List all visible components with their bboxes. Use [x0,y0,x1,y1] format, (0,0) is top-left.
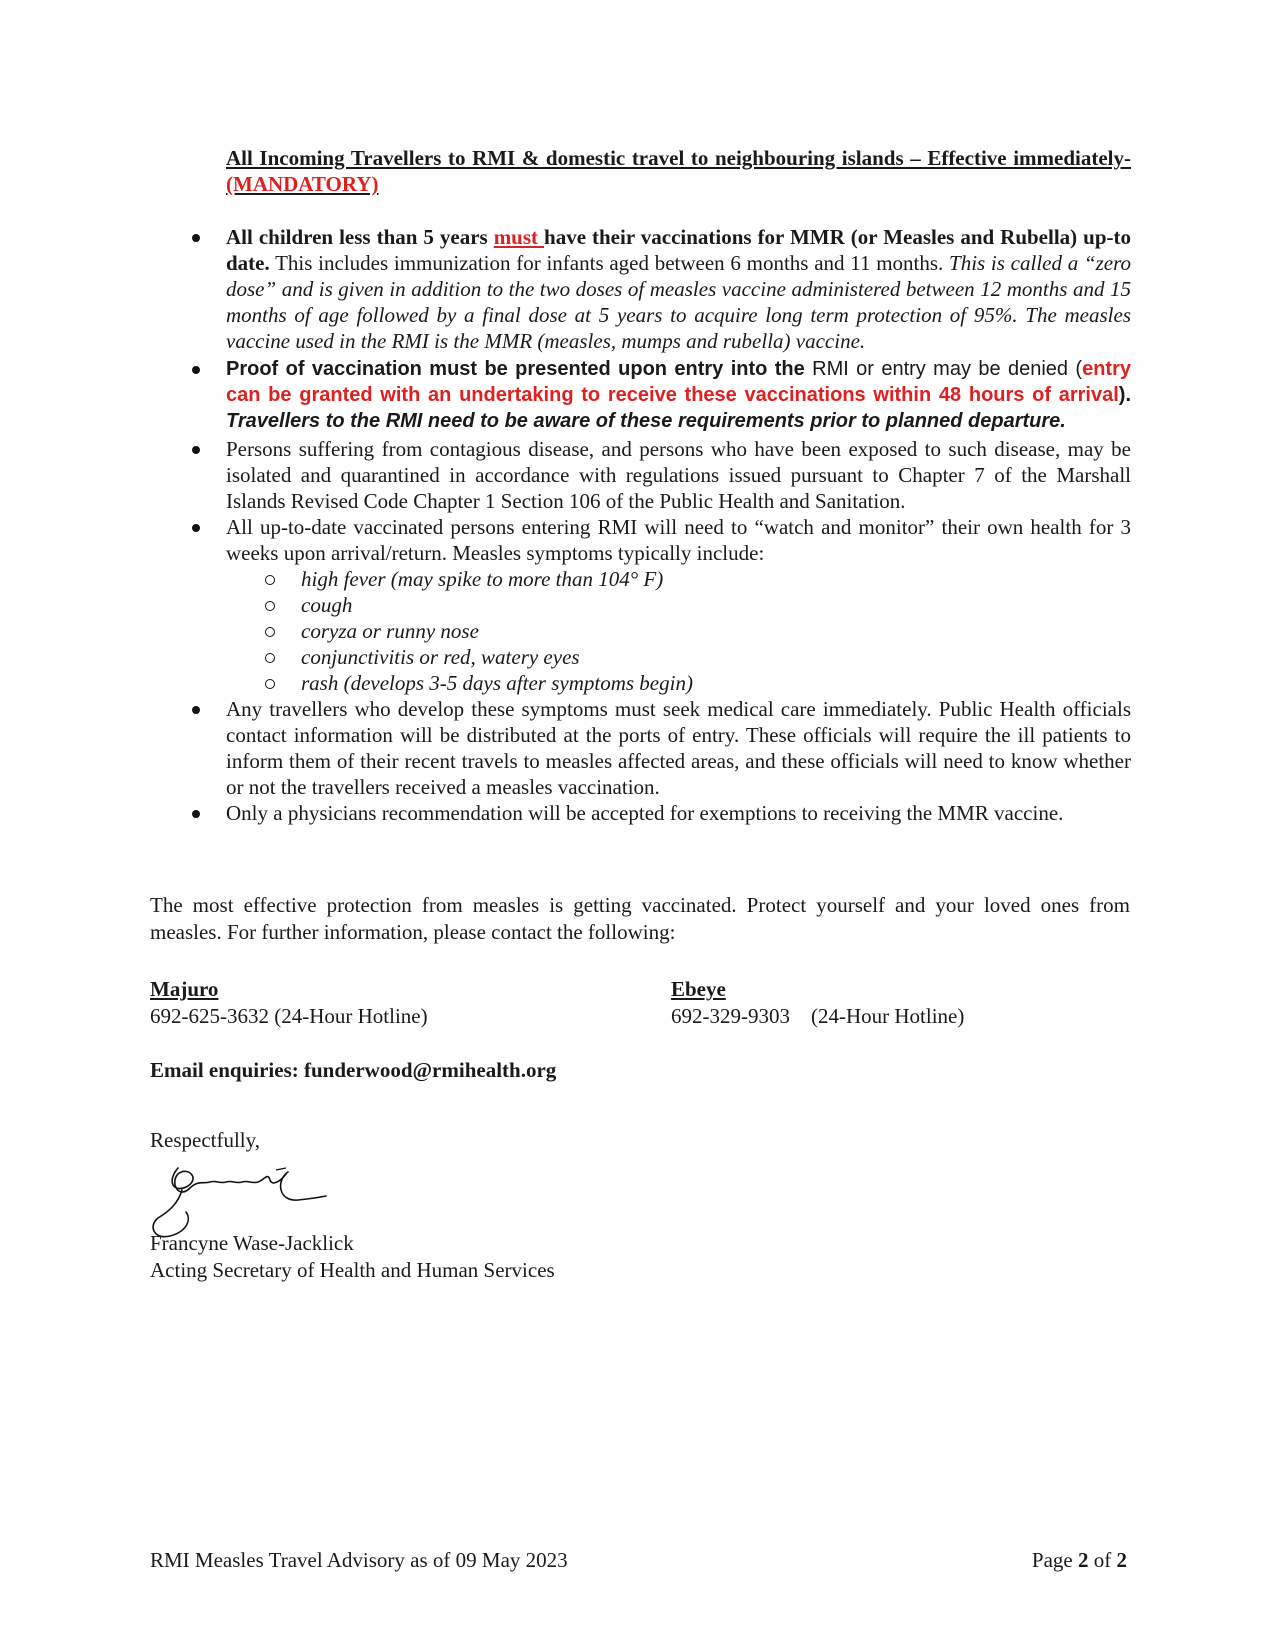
list-item-children [226,224,1131,354]
page-mid: of [1088,1548,1117,1572]
proof-italic: Travellers to the RMI need to be aware of these requirements prior to planned departure. [226,410,1066,432]
signature-image [148,1160,338,1240]
email-enquiries: Email enquiries: funderwood@rmihealth.org [150,1058,557,1082]
mandatory-label: (MANDATORY) [226,172,379,196]
monitor-text: All up-to-date vaccinated persons entering RMI will need to “watch and monitor” their own health for 3 weeks upon arrival/return. Measles symptoms typically include: [226,515,1131,565]
contact-ebeye-name: Ebeye [671,977,726,1001]
list-item-proof [226,356,1131,434]
symptom-item: coryza or runny nose [226,618,1131,644]
contact-majuro-phone: 692-625-3632 (24-Hour Hotline) [150,1004,428,1028]
symptom-item: high fever (may spike to more than 104° F) [226,566,1131,592]
symptom-item: cough [226,592,1131,618]
proof-close: ). [1118,384,1131,406]
list-item-medical: Any travellers who develop these symptoms must seek medical care immediately. Public Health officials contact information will be distributed at the ports of entry. These officials will require the ill patients to inform them of their recent travels to measles affected areas, and these officials will need to know whether or not the travellers received a measles vaccination. [226,697,1131,799]
children-bold-1: All children less than 5 years [226,225,494,249]
list-item-exemption: Only a physicians recommendation will be accepted for exemptions to receiving the MMR vaccine. [226,800,1131,826]
contact-majuro-name: Majuro [150,977,219,1001]
symptom-item: rash (develops 3-5 days after symptoms begin) [226,670,1131,696]
signer-title: Acting Secretary of Health and Human Services [150,1258,555,1282]
signer-block [150,1230,555,1284]
contact-ebeye [671,976,964,1030]
footer-advisory-date: RMI Measles Travel Advisory as of 09 May 2023 [150,1548,568,1572]
list-item-contagious: Persons suffering from contagious disease, and persons who have been exposed to such disease, may be isolated and quarantined in accordance with regulations issued pursuant to Chapter 7 of the Marshall Islands Revised Code Chapter 1 Section 106 of the Public Health and Sanitation. [226,437,1131,513]
page-total: 2 [1116,1548,1127,1572]
advisory-heading [226,145,1131,197]
proof-normal: RMI or entry may be denied ( [804,358,1083,380]
children-normal: This includes immunization for infants aged between 6 months and 11 months. [269,251,950,275]
requirements-list [226,224,1131,826]
symptom-item: conjunctivitis or red, watery eyes [226,644,1131,670]
closing-paragraph: The most effective protection from measles is getting vaccinated. Protect yourself and your loved ones from measles. For further information, please contact the following: [150,893,1130,944]
contact-ebeye-phone: 692-329-9303 (24-Hour Hotline) [671,1004,965,1028]
children-bold-2: have their vaccinations for MMR (or Measles and Rubella) up-to date. [226,225,1131,275]
children-italic: This is called a “zero dose” and is given in addition to the two doses of measles vaccine administered between 12 months and 15 months of age followed by a final dose at 5 years to acquire long term protection of 95%. The measles vaccine used in the RMI is the MMR (measles, mumps and rubella) vaccine. [226,251,1131,353]
page-prefix: Page [1031,1548,1078,1572]
heading-text: All Incoming Travellers to RMI & domestic travel to neighbouring islands – Effective immediately- [226,146,1131,170]
must-emphasis: must [493,225,545,249]
signer-name: Francyne Wase-Jacklick [150,1231,354,1255]
page-number [1032,1548,1127,1573]
respectfully-text: Respectfully, [150,1128,261,1152]
contact-majuro [150,976,428,1030]
list-item-monitor [226,514,1131,696]
proof-red: entry can be granted with an undertaking to receive these vaccinations within 48 hours of arrival [226,358,1131,406]
symptoms-list [226,566,1131,696]
page-current: 2 [1078,1548,1089,1572]
proof-bold: Proof of vaccination must be presented upon entry into the [226,358,805,380]
